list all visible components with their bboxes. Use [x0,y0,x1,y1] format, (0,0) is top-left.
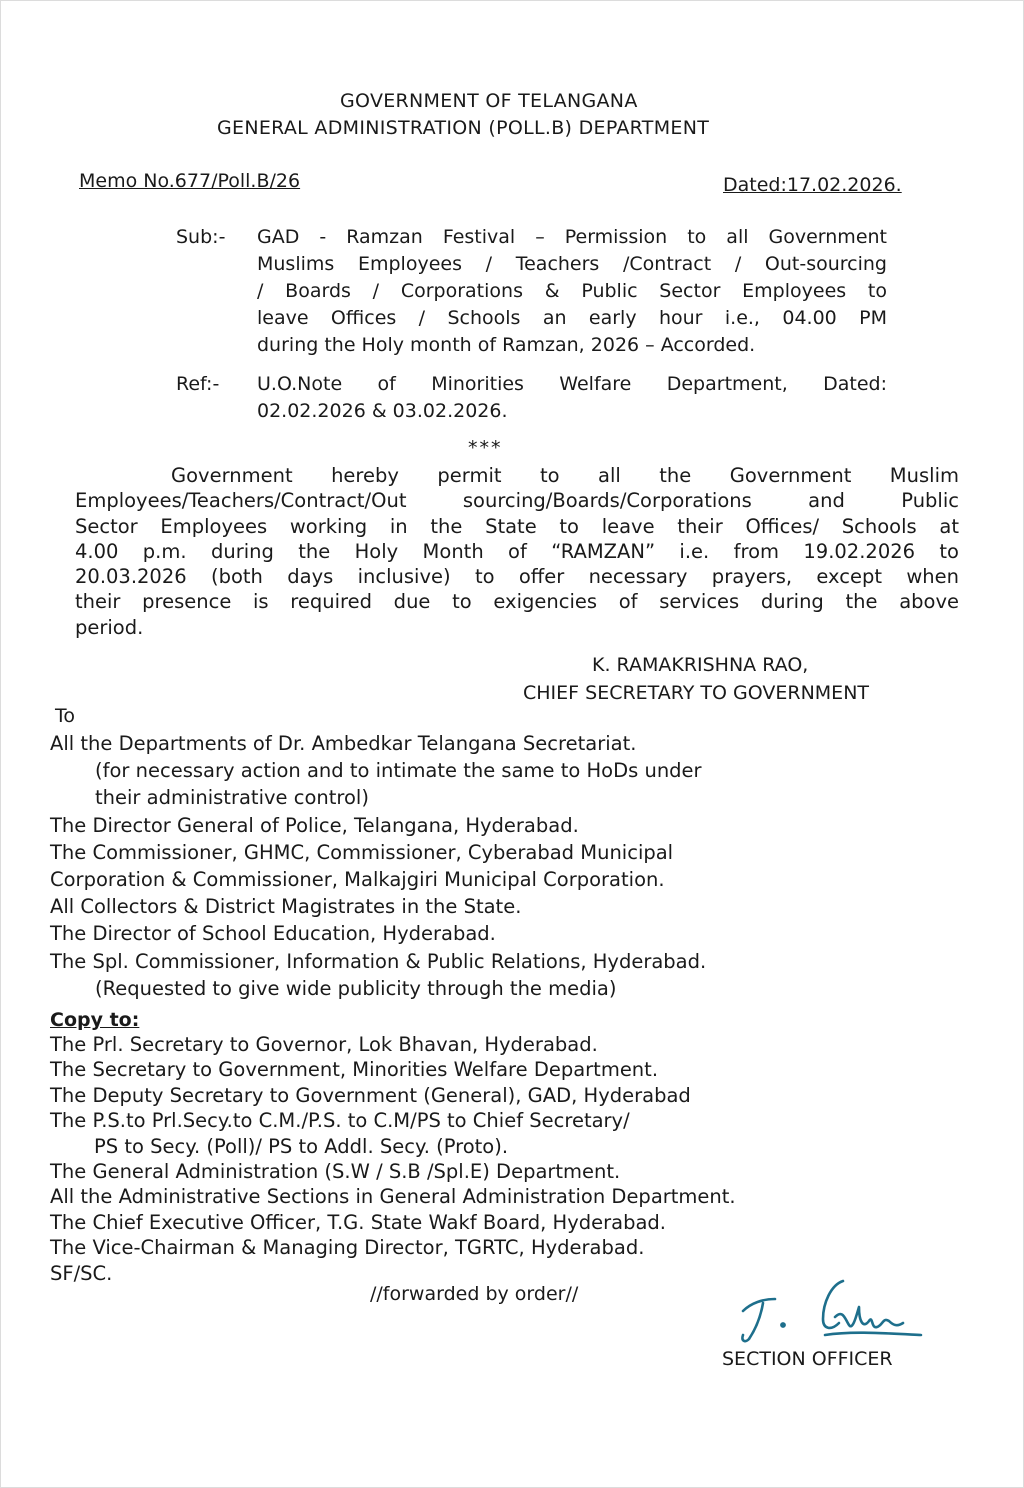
separator-stars: *** [468,437,503,459]
copy-list-item: The P.S.to Prl.Secy.to C.M./P.S. to C.M/PS to Chief Secretary/ [50,1109,630,1133]
copy-list-item: The General Administration (S.W / S.B /Spl.E) Department. [50,1159,621,1183]
body-line: Employees/Teachers/Contract/Out sourcing/Boards/Corporations and Public [75,489,959,513]
copy-list [50,1032,950,1286]
body-line: Sector Employees working in the State to leave their Offices/ Schools at [75,514,959,538]
body-line: their presence is required due to exigencies of services during the above [75,590,959,614]
copy-list-item: The Deputy Secretary to Government (General), GAD, Hyderabad [50,1083,691,1107]
reference-line: 02.02.2026 & 03.02.2026. [257,400,508,422]
body-line: period. [75,615,144,639]
copy-list-item: PS to Secy. (Poll)/ PS to Addl. Secy. (Proto). [94,1134,509,1158]
to-list-item: (Requested to give wide publicity through the media) [95,976,617,1000]
copy-list-item: The Prl. Secretary to Governor, Lok Bhavan, Hyderabad. [50,1033,598,1056]
to-list-item: All the Departments of Dr. Ambedkar Telangana Secretariat. [50,732,637,755]
section-officer-label: SECTION OFFICER [722,1348,893,1370]
body-line: 20.03.2026 (both days inclusive) to offer necessary prayers, except when [75,565,959,589]
memo-date: Dated:17.02.2026. [723,174,902,196]
forwarded-by-order: //forwarded by order// [370,1283,579,1305]
to-list-item: All Collectors & District Magistrates in the State. [50,895,522,919]
copy-list-item: The Vice-Chairman & Managing Director, TGRTC, Hyderabad. [50,1236,645,1260]
copy-list-item: The Chief Executive Officer, T.G. State Wakf Board, Hyderabad. [50,1210,667,1234]
header-department: GENERAL ADMINISTRATION (POLL.B) DEPARTMENT [217,117,710,139]
copy-list-item: The Secretary to Government, Minorities Welfare Department. [50,1058,659,1082]
to-list-item: their administrative control) [95,786,369,810]
copy-list-item: All the Administrative Sections in General Administration Department. [50,1185,736,1209]
subject-text [257,224,887,359]
to-label: To [55,705,76,727]
reference-label: Ref:- [176,373,220,395]
to-list-item: Corporation & Commissioner, Malkajgiri Municipal Corporation. [50,867,665,891]
signatory-title: CHIEF SECRETARY TO GOVERNMENT [523,682,870,704]
copy-list-item: SF/SC. [50,1261,113,1285]
reference-line: U.O.Note of Minorities Welfare Department, Dated: [257,373,887,395]
handwritten-signature-icon [731,1273,931,1349]
subject-line: leave Offices / Schools an early hour i.e., 04.00 PM [257,307,887,329]
subject-line: during the Holy month of Ramzan, 2026 – Accorded. [257,334,756,356]
body-line: Government hereby permit to all the Government Muslim [171,464,959,487]
subject-line: / Boards / Corporations & Public Sector Employees to [257,280,887,302]
to-list-item: The Spl. Commissioner, Information & Public Relations, Hyderabad. [50,949,707,973]
signatory-name: K. RAMAKRISHNA RAO, [592,654,809,676]
body-paragraph [75,463,959,640]
subject-line: GAD - Ramzan Festival – Permission to all Government [257,226,887,248]
memo-number: Memo No.677/Poll.B/26 [79,170,301,192]
copy-to-label: Copy to: [50,1009,140,1031]
to-list [50,730,950,1002]
to-list-item: The Director General of Police, Telangana, Hyderabad. [50,813,579,837]
to-list-item: The Director of School Education, Hyderabad. [50,922,496,946]
to-list-item: The Commissioner, GHMC, Commissioner, Cyberabad Municipal [50,840,674,864]
subject-label: Sub:- [176,226,226,248]
body-line: 4.00 p.m. during the Holy Month of “RAMZAN” i.e. from 19.02.2026 to [75,539,959,563]
subject-line: Muslims Employees / Teachers /Contract / Out-sourcing [257,253,887,275]
reference-text [257,371,887,425]
header-government: GOVERNMENT OF TELANGANA [340,90,638,112]
to-list-item: (for necessary action and to intimate the same to HoDs under [95,759,702,783]
